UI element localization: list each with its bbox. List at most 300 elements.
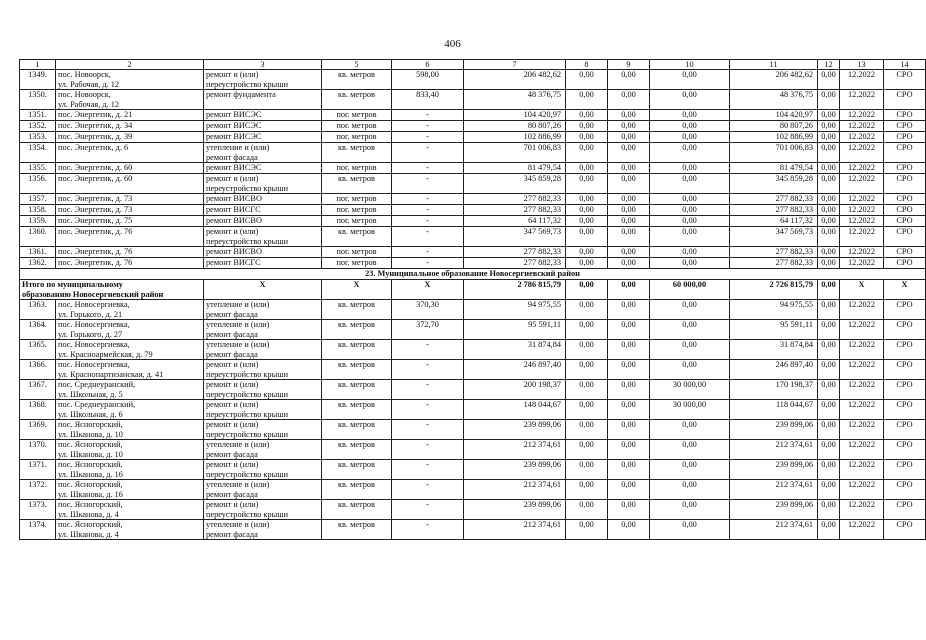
cost-cell: 0,00 [818, 440, 840, 460]
quantity-cell: - [392, 500, 464, 520]
cost-cell: 0,00 [650, 520, 730, 540]
table-row [20, 258, 926, 269]
address-cell [56, 247, 204, 258]
deadline-cell: 12.2022 [840, 227, 884, 247]
cost-cell: 0,00 [650, 174, 730, 194]
cost-cell: 0,00 [650, 216, 730, 227]
cost-cell: 0,00 [608, 247, 650, 258]
work-type-cell [204, 500, 322, 520]
unit-cell: кв. метров [322, 143, 392, 163]
row-number-cell: 1372. [20, 480, 56, 500]
column-header-cell: 9 [608, 60, 650, 70]
address-cell-line: пос. Новосергиевка, [58, 320, 130, 329]
total-value-cell: X [392, 280, 464, 300]
deadline-cell: 12.2022 [840, 174, 884, 194]
work-type-cell [204, 227, 322, 247]
address-cell-line: пос. Энергетик, д. 34 [58, 121, 133, 130]
total-value-cell: X [884, 280, 926, 300]
work-type-cell-line: ремонт фасада [206, 449, 258, 459]
fund-cost-cell: 345 859,28 [730, 174, 818, 194]
work-type-cell-line: ремонт ВИСГС [206, 258, 261, 267]
total-value-cell: 2 726 815,79 [730, 280, 818, 300]
method-cell: СРО [884, 440, 926, 460]
method-cell: СРО [884, 247, 926, 258]
method-cell: СРО [884, 400, 926, 420]
work-type-cell-line: ремонт фасада [206, 349, 258, 359]
work-type-cell-line: ремонт ВИСЭС [206, 121, 262, 130]
cost-cell: 0,00 [566, 163, 608, 174]
fund-cost-cell: 347 569,73 [730, 227, 818, 247]
table-row [20, 247, 926, 258]
cost-cell: 0,00 [566, 440, 608, 460]
cost-cell: 0,00 [608, 90, 650, 110]
work-type-cell-line: переустройство крыши [206, 79, 289, 89]
method-cell: СРО [884, 121, 926, 132]
total-cost-cell: 80 807,26 [464, 121, 566, 132]
work-type-cell-line: ремонт и (или) [206, 174, 259, 183]
cost-cell: 0,00 [566, 460, 608, 480]
row-number-cell: 1351. [20, 110, 56, 121]
deadline-cell: 12.2022 [840, 500, 884, 520]
cost-cell: 0,00 [608, 70, 650, 90]
table-row [20, 340, 926, 360]
unit-cell: пог. метров [322, 258, 392, 269]
address-cell-line: пос. Новоорск, [58, 90, 111, 99]
row-number-cell: 1358. [20, 205, 56, 216]
total-cost-cell: 347 569,73 [464, 227, 566, 247]
cost-cell: 0,00 [650, 70, 730, 90]
total-cost-cell: 277 882,33 [464, 247, 566, 258]
section-title-row [20, 269, 926, 280]
column-header-cell: 13 [840, 60, 884, 70]
total-cost-cell: 239 899,06 [464, 500, 566, 520]
row-number-cell: 1353. [20, 132, 56, 143]
total-cost-cell: 104 420,97 [464, 110, 566, 121]
work-type-cell-line: ремонт ВИСЭС [206, 110, 262, 119]
deadline-cell: 12.2022 [840, 258, 884, 269]
fund-cost-cell: 277 882,33 [730, 258, 818, 269]
work-type-cell [204, 380, 322, 400]
page-number: 406 [444, 38, 461, 50]
method-cell: СРО [884, 460, 926, 480]
unit-cell: пог. метров [322, 132, 392, 143]
work-type-cell-line: ремонт фасада [206, 329, 258, 339]
fund-cost-cell: 239 899,06 [730, 460, 818, 480]
method-cell: СРО [884, 194, 926, 205]
work-type-cell [204, 258, 322, 269]
fund-cost-cell: 277 882,33 [730, 247, 818, 258]
method-cell: СРО [884, 110, 926, 121]
fund-cost-cell: 64 117,32 [730, 216, 818, 227]
fund-cost-cell: 701 006,83 [730, 143, 818, 163]
address-cell-line: пос. Новосергиевка, [58, 360, 130, 369]
work-type-cell-line: переустройство крыши [206, 469, 289, 479]
fund-cost-cell: 170 198,37 [730, 380, 818, 400]
deadline-cell: 12.2022 [840, 300, 884, 320]
fund-cost-cell: 95 591,11 [730, 320, 818, 340]
row-number-cell: 1367. [20, 380, 56, 400]
address-cell [56, 70, 204, 90]
address-cell [56, 320, 204, 340]
cost-cell: 0,00 [608, 143, 650, 163]
cost-cell: 0,00 [608, 174, 650, 194]
quantity-cell: - [392, 216, 464, 227]
cost-cell: 0,00 [566, 360, 608, 380]
address-cell-line: ул. Школьная, д. 6 [58, 409, 123, 419]
section-title: 23. Муниципальное образование Новосергиевский район [20, 269, 926, 280]
deadline-cell: 12.2022 [840, 110, 884, 121]
quantity-cell: 833,40 [392, 90, 464, 110]
total-cost-cell: 246 897,40 [464, 360, 566, 380]
address-cell [56, 143, 204, 163]
unit-cell: кв. метров [322, 300, 392, 320]
quantity-cell: - [392, 480, 464, 500]
cost-cell: 0,00 [566, 258, 608, 269]
table-row [20, 420, 926, 440]
method-cell: СРО [884, 163, 926, 174]
total-cost-cell: 239 899,06 [464, 420, 566, 440]
address-cell-line: ул. Шканова, д. 10 [58, 449, 123, 459]
fund-cost-cell: 212 374,61 [730, 520, 818, 540]
cost-cell: 0,00 [818, 121, 840, 132]
address-cell [56, 174, 204, 194]
fund-cost-cell: 102 886,99 [730, 132, 818, 143]
cost-cell: 0,00 [608, 420, 650, 440]
unit-cell: кв. метров [322, 420, 392, 440]
total-cost-cell: 701 006,83 [464, 143, 566, 163]
work-type-cell [204, 132, 322, 143]
total-cost-cell: 212 374,61 [464, 520, 566, 540]
address-cell-line: пос. Энергетик, д. 73 [58, 205, 133, 214]
table-row [20, 520, 926, 540]
total-cost-cell: 200 198,37 [464, 380, 566, 400]
work-type-cell-line: переустройство крыши [206, 509, 289, 519]
address-cell [56, 400, 204, 420]
work-type-cell [204, 400, 322, 420]
column-header-cell: 10 [650, 60, 730, 70]
address-cell-line: пос. Энергетик, д. 76 [58, 247, 133, 256]
unit-cell: кв. метров [322, 500, 392, 520]
deadline-cell: 12.2022 [840, 70, 884, 90]
address-cell-line: пос. Ясногорский, [58, 480, 123, 489]
cost-cell: 0,00 [566, 194, 608, 205]
fund-cost-cell: 206 482,62 [730, 70, 818, 90]
method-cell: СРО [884, 340, 926, 360]
cost-cell: 0,00 [818, 300, 840, 320]
work-type-cell-line: утепление и (или) [206, 320, 270, 329]
quantity-cell: - [392, 194, 464, 205]
address-cell [56, 440, 204, 460]
work-type-cell-line: ремонт ВИСГС [206, 205, 261, 214]
cost-cell: 0,00 [566, 132, 608, 143]
total-cost-cell: 94 975,55 [464, 300, 566, 320]
row-number-cell: 1361. [20, 247, 56, 258]
work-type-cell-line: утепление и (или) [206, 440, 270, 449]
method-cell: СРО [884, 174, 926, 194]
cost-cell: 0,00 [818, 227, 840, 247]
cost-cell: 0,00 [608, 500, 650, 520]
cost-cell: 0,00 [566, 70, 608, 90]
cost-cell: 0,00 [650, 143, 730, 163]
cost-cell: 0,00 [608, 216, 650, 227]
row-number-cell: 1350. [20, 90, 56, 110]
cost-cell: 0,00 [818, 70, 840, 90]
cost-cell: 0,00 [818, 143, 840, 163]
deadline-cell: 12.2022 [840, 340, 884, 360]
quantity-cell: - [392, 400, 464, 420]
table-row [20, 205, 926, 216]
row-number-cell: 1363. [20, 300, 56, 320]
row-number-cell: 1371. [20, 460, 56, 480]
fund-cost-cell: 94 975,55 [730, 300, 818, 320]
cost-cell: 0,00 [818, 174, 840, 194]
work-type-cell-line: ремонт и (или) [206, 460, 259, 469]
row-number-cell: 1365. [20, 340, 56, 360]
address-cell-line: ул. Шканова, д. 4 [58, 529, 119, 539]
cost-cell: 0,00 [608, 320, 650, 340]
quantity-cell: - [392, 360, 464, 380]
address-cell [56, 520, 204, 540]
address-cell [56, 340, 204, 360]
fund-cost-cell: 212 374,61 [730, 480, 818, 500]
cost-cell: 0,00 [566, 480, 608, 500]
column-header-cell: 2 [56, 60, 204, 70]
cost-cell: 0,00 [566, 110, 608, 121]
unit-cell: кв. метров [322, 520, 392, 540]
work-type-cell-line: переустройство крыши [206, 389, 289, 399]
work-type-cell-line: утепление и (или) [206, 520, 270, 529]
address-cell [56, 132, 204, 143]
method-cell: СРО [884, 480, 926, 500]
address-cell [56, 216, 204, 227]
table-row [20, 163, 926, 174]
work-type-cell [204, 121, 322, 132]
work-type-cell [204, 300, 322, 320]
deadline-cell: 12.2022 [840, 143, 884, 163]
total-cost-cell: 48 376,75 [464, 90, 566, 110]
deadline-cell: 12.2022 [840, 440, 884, 460]
unit-cell: пог. метров [322, 110, 392, 121]
address-cell-line: пос. Среднеуранский, [58, 380, 136, 389]
address-cell-line: пос. Ясногорский, [58, 440, 123, 449]
quantity-cell: 370,30 [392, 300, 464, 320]
quantity-cell: - [392, 247, 464, 258]
table-row [20, 360, 926, 380]
column-header-cell: 7 [464, 60, 566, 70]
fund-cost-cell: 277 882,33 [730, 194, 818, 205]
unit-cell: кв. метров [322, 340, 392, 360]
work-type-cell-line: ремонт и (или) [206, 400, 259, 409]
table-row [20, 460, 926, 480]
quantity-cell: - [392, 258, 464, 269]
fund-cost-cell: 212 374,61 [730, 440, 818, 460]
total-cost-cell: 277 882,33 [464, 258, 566, 269]
method-cell: СРО [884, 143, 926, 163]
method-cell: СРО [884, 70, 926, 90]
address-cell-line: пос. Ясногорский, [58, 520, 123, 529]
table-row [20, 480, 926, 500]
address-cell-line: пос. Энергетик, д. 21 [58, 110, 133, 119]
cost-cell: 0,00 [650, 460, 730, 480]
table-row [20, 110, 926, 121]
address-cell-line: пос. Энергетик, д. 60 [58, 163, 133, 172]
total-cost-cell: 81 479,54 [464, 163, 566, 174]
work-type-cell [204, 70, 322, 90]
fund-cost-cell: 80 807,26 [730, 121, 818, 132]
quantity-cell: - [392, 132, 464, 143]
row-number-cell: 1357. [20, 194, 56, 205]
table-row [20, 174, 926, 194]
table-row [20, 320, 926, 340]
address-cell-line: пос. Новосергиевка, [58, 340, 130, 349]
address-cell-line: ул. Шканова, д. 4 [58, 509, 119, 519]
address-cell-line: пос. Энергетик, д. 75 [58, 216, 133, 225]
column-header-cell: 6 [392, 60, 464, 70]
fund-cost-cell: 48 376,75 [730, 90, 818, 110]
table-row [20, 380, 926, 400]
work-type-cell-line: ремонт и (или) [206, 227, 259, 236]
cost-cell: 0,00 [818, 247, 840, 258]
address-cell [56, 194, 204, 205]
cost-cell: 0,00 [608, 380, 650, 400]
column-header-cell: 3 [204, 60, 322, 70]
table-row [20, 227, 926, 247]
cost-cell: 0,00 [566, 143, 608, 163]
row-number-cell: 1360. [20, 227, 56, 247]
address-cell-line: ул. Рабочая, д. 12 [58, 99, 120, 109]
work-type-cell [204, 205, 322, 216]
quantity-cell: - [392, 340, 464, 360]
total-value-cell: 2 786 815,79 [464, 280, 566, 300]
quantity-cell: - [392, 174, 464, 194]
address-cell [56, 205, 204, 216]
method-cell: СРО [884, 132, 926, 143]
total-cost-cell: 102 886,99 [464, 132, 566, 143]
address-cell [56, 380, 204, 400]
row-number-cell: 1349. [20, 70, 56, 90]
cost-cell: 0,00 [818, 216, 840, 227]
column-header-cell: 5 [322, 60, 392, 70]
work-type-cell-line: ремонт фасада [206, 489, 258, 499]
cost-cell: 0,00 [608, 163, 650, 174]
cost-cell: 0,00 [650, 340, 730, 360]
deadline-cell: 12.2022 [840, 420, 884, 440]
fund-cost-cell: 81 479,54 [730, 163, 818, 174]
cost-cell: 0,00 [650, 300, 730, 320]
cost-cell: 0,00 [566, 520, 608, 540]
unit-cell: пог. метров [322, 216, 392, 227]
work-type-cell [204, 247, 322, 258]
method-cell: СРО [884, 90, 926, 110]
cost-cell: 0,00 [608, 194, 650, 205]
cost-cell: 0,00 [818, 205, 840, 216]
cost-cell: 0,00 [608, 300, 650, 320]
unit-cell: пог. метров [322, 121, 392, 132]
deadline-cell: 12.2022 [840, 90, 884, 110]
table-row [20, 440, 926, 460]
address-cell [56, 121, 204, 132]
column-header-cell: 12 [818, 60, 840, 70]
work-type-cell-line: ремонт фундамента [206, 90, 276, 99]
cost-cell: 0,00 [650, 205, 730, 216]
row-number-cell: 1369. [20, 420, 56, 440]
address-cell [56, 460, 204, 480]
address-cell-line: пос. Ясногорский, [58, 460, 123, 469]
address-cell-line: ул. Школьная, д. 5 [58, 389, 123, 399]
column-header-cell: 11 [730, 60, 818, 70]
fund-cost-cell: 118 044,67 [730, 400, 818, 420]
fund-cost-cell: 31 874,84 [730, 340, 818, 360]
table-row [20, 216, 926, 227]
address-cell [56, 163, 204, 174]
deadline-cell: 12.2022 [840, 247, 884, 258]
unit-cell: кв. метров [322, 174, 392, 194]
address-cell-line: пос. Энергетик, д. 60 [58, 174, 133, 183]
address-cell-line: ул. Красноармейская, д. 79 [58, 349, 153, 359]
address-cell [56, 227, 204, 247]
address-cell-line: пос. Ясногорский, [58, 500, 123, 509]
unit-cell: пог. метров [322, 205, 392, 216]
work-type-cell-line: переустройство крыши [206, 429, 289, 439]
unit-cell: кв. метров [322, 480, 392, 500]
work-type-cell-line: ремонт и (или) [206, 360, 259, 369]
row-number-cell: 1368. [20, 400, 56, 420]
cost-cell: 0,00 [818, 90, 840, 110]
repair-plan-table [19, 59, 926, 540]
deadline-cell: 12.2022 [840, 360, 884, 380]
row-number-cell: 1352. [20, 121, 56, 132]
work-type-cell [204, 460, 322, 480]
cost-cell: 0,00 [608, 258, 650, 269]
cost-cell: 0,00 [650, 132, 730, 143]
deadline-cell: 12.2022 [840, 520, 884, 540]
deadline-cell: 12.2022 [840, 460, 884, 480]
row-number-cell: 1364. [20, 320, 56, 340]
unit-cell: кв. метров [322, 400, 392, 420]
work-type-cell [204, 174, 322, 194]
cost-cell: 0,00 [650, 440, 730, 460]
work-type-cell [204, 143, 322, 163]
quantity-cell: 372,70 [392, 320, 464, 340]
cost-cell: 0,00 [818, 163, 840, 174]
cost-cell: 0,00 [608, 360, 650, 380]
total-value-cell: 60 000,00 [650, 280, 730, 300]
row-number-cell: 1370. [20, 440, 56, 460]
method-cell: СРО [884, 380, 926, 400]
method-cell: СРО [884, 320, 926, 340]
cost-cell: 0,00 [566, 121, 608, 132]
unit-cell: кв. метров [322, 90, 392, 110]
cost-cell: 0,00 [818, 420, 840, 440]
quantity-cell: - [392, 440, 464, 460]
total-cost-cell: 277 882,33 [464, 205, 566, 216]
cost-cell: 0,00 [566, 380, 608, 400]
total-label [20, 280, 204, 300]
address-cell [56, 300, 204, 320]
work-type-cell [204, 440, 322, 460]
table-row [20, 90, 926, 110]
fund-cost-cell: 239 899,06 [730, 500, 818, 520]
quantity-cell: - [392, 205, 464, 216]
method-cell: СРО [884, 227, 926, 247]
work-type-cell [204, 480, 322, 500]
cost-cell: 0,00 [608, 227, 650, 247]
total-row [20, 280, 926, 300]
cost-cell: 0,00 [650, 420, 730, 440]
work-type-cell [204, 110, 322, 121]
address-cell-line: ул. Шканова, д. 16 [58, 469, 123, 479]
deadline-cell: 12.2022 [840, 320, 884, 340]
